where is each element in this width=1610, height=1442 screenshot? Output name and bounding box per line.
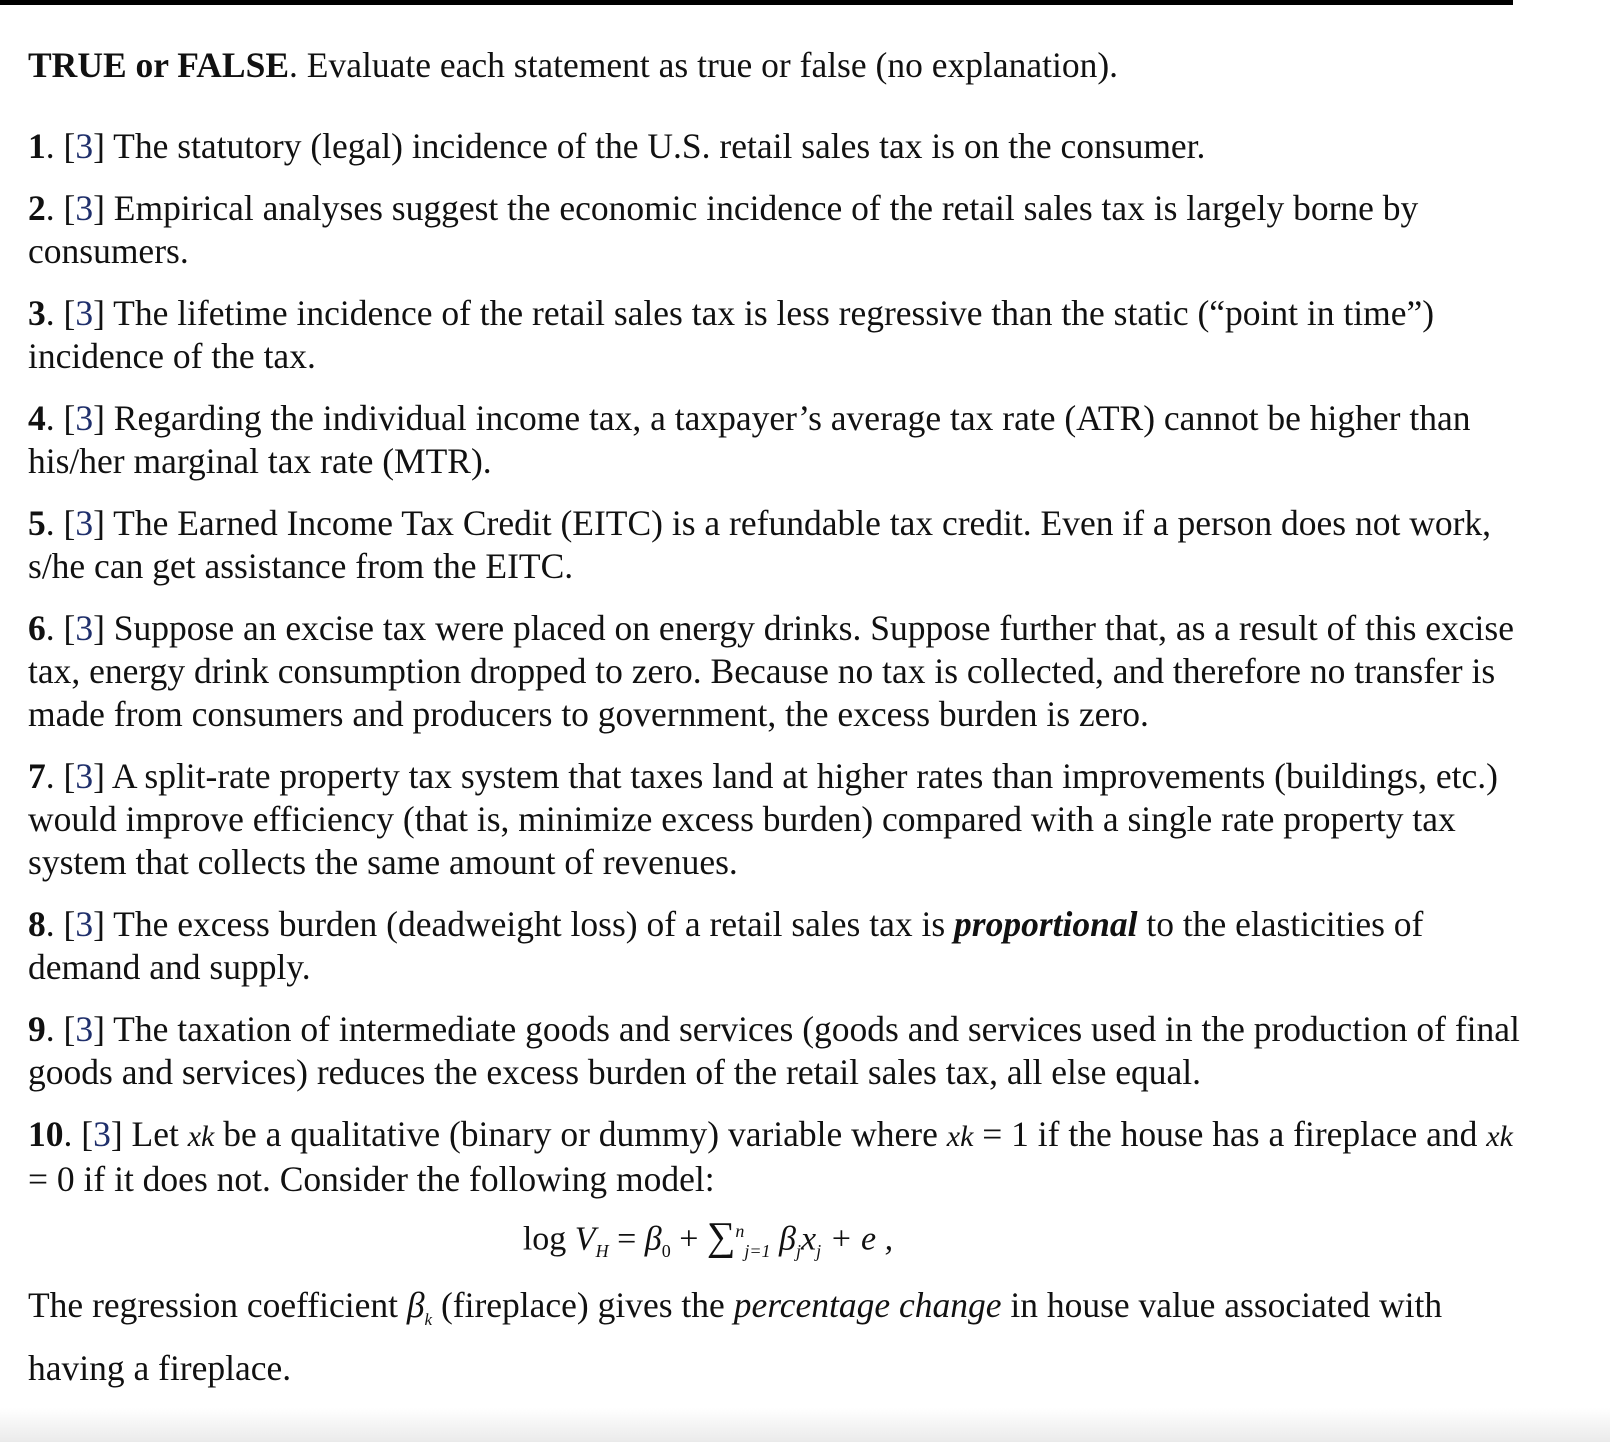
variable-xk: xk — [946, 1120, 974, 1153]
variable-xk: xk — [187, 1120, 215, 1153]
formula-h: H — [595, 1241, 609, 1262]
formula-plus: + — [670, 1220, 707, 1258]
sigma-icon: ∑ — [706, 1213, 736, 1259]
question-number: 4 — [28, 398, 46, 438]
points: 3 — [75, 188, 94, 228]
question-text: Empirical analyses suggest the economic incidence of the retail sales tax is largely borne by consumers. — [28, 188, 1419, 271]
instructions-heading — [28, 44, 1528, 87]
points: 3 — [75, 756, 94, 796]
question-7: 7. [3] A split-rate property tax system that taxes land at higher rates than improvements (buildings, etc.) would improve efficiency (that is, minimize excess burden) compared with a single rate property tax system that collects the same amount of revenues. — [28, 756, 1498, 882]
formula-equals: = — [608, 1220, 645, 1258]
question-9: 9. [3] The taxation of intermediate goods and services (goods and services used in the production of final goods and services) reduces the excess burden of the retail sales tax, all else equal. — [28, 1009, 1520, 1092]
question-number: 8 — [28, 904, 46, 944]
question-text: Regarding the individual income tax, a taxpayer’s average tax rate (ATR) cannot be higher than his/her marginal tax rate (MTR). — [28, 398, 1471, 481]
points: 3 — [75, 503, 94, 543]
question-number: 2 — [28, 188, 46, 228]
question-10-conclusion — [28, 1281, 1528, 1392]
beta-subscript: k — [424, 1310, 433, 1330]
question-text: A split-rate property tax system that taxes land at higher rates than improvements (buildings, etc.) would improve efficiency (that is, minimize excess burden) compared with a single rate property tax system that collects the same amount of revenues. — [28, 756, 1498, 882]
question-text: The statutory (legal) incidence of the U.S. retail sales tax is on the consumer. — [113, 126, 1206, 166]
question-4: 4. [3] Regarding the individual income tax, a taxpayer’s average tax rate (ATR) cannot be higher than his/her marginal tax rate (MTR). — [28, 398, 1471, 481]
formula-log: log — [522, 1220, 567, 1258]
question-number: 6 — [28, 608, 46, 648]
formula-j: j — [816, 1241, 822, 1262]
points: 3 — [93, 1114, 111, 1154]
points: 3 — [75, 608, 94, 648]
heading-bold: TRUE or FALSE — [28, 45, 290, 85]
question-text: Let — [122, 1114, 188, 1154]
formula-tail: + e , — [821, 1220, 894, 1258]
points: 3 — [75, 1009, 94, 1049]
question-text: The excess burden (deadweight loss) of a retail sales tax is — [113, 904, 955, 944]
question-number: 7 — [28, 756, 46, 796]
heading-rest: . Evaluate each statement as true or false (no explanation). — [289, 45, 1119, 85]
question-text: = 1 if the house has a fireplace and — [973, 1114, 1487, 1154]
points: 3 — [75, 398, 94, 438]
points: 3 — [75, 904, 94, 944]
question-10: 10. [3] Let xk be a qualitative (binary or dummy) variable where xk = 1 if the house has a fireplace and xk = 0 if it does not. Consider the following model: — [28, 1114, 1513, 1199]
formula-j: j — [795, 1241, 801, 1262]
formula-beta: β — [644, 1220, 662, 1258]
bottom-shadow — [0, 1408, 1610, 1442]
formula-zero: 0 — [661, 1241, 671, 1262]
question-text: The taxation of intermediate goods and services (goods and services used in the production of final goods and services) reduces the excess burden of the retail sales tax, all else equal. — [28, 1009, 1520, 1092]
formula-j1: j=1 — [744, 1241, 771, 1262]
conclusion-text: (fireplace) gives the — [432, 1285, 734, 1326]
top-rule — [0, 0, 1513, 5]
beta-symbol: β — [406, 1285, 425, 1326]
question-text-end: to the elasticities of demand and supply. — [28, 904, 1424, 987]
question-5: 5. [3] The Earned Income Tax Credit (EITC) is a refundable tax credit. Even if a person does not work, s/he can get assistance from the EITC. — [28, 503, 1492, 586]
question-8: 8. [3] The excess burden (deadweight loss) of a retail sales tax is proportional to the elasticities of demand and supply. — [28, 904, 1424, 987]
question-text: The lifetime incidence of the retail sales tax is less regressive than the static (“point in time”) incidence of the tax. — [28, 293, 1435, 376]
regression-formula — [28, 1209, 1528, 1273]
question-3: 3. [3] The lifetime incidence of the retail sales tax is less regressive than the static (“point in time”) incidence of the tax. — [28, 293, 1435, 376]
formula-n: n — [735, 1221, 745, 1241]
formula-beta-j: β — [779, 1220, 796, 1258]
question-text: be a qualitative (binary or dummy) variable where — [214, 1114, 947, 1154]
question-text: = 0 if it does not. Consider the following model: — [28, 1159, 715, 1199]
question-1: 1. [3] The statutory (legal) incidence of the U.S. retail sales tax is on the consumer. — [28, 126, 1206, 166]
points: 3 — [75, 126, 94, 166]
document-body — [28, 44, 1528, 1392]
variable-xk: xk — [1486, 1120, 1513, 1153]
emphasis-text: percentage change — [733, 1285, 1002, 1326]
emphasis-text: proportional — [954, 904, 1138, 944]
question-number: 5 — [28, 503, 46, 543]
question-number: 9 — [28, 1009, 46, 1049]
question-text: Suppose an excise tax were placed on energy drinks. Suppose further that, as a result of this excise tax, energy drink consumption dropped to zero. Because no tax is collected, and therefore no transfer is made from consumers and producers to government, the excess burden is zero. — [28, 608, 1514, 734]
formula-x: x — [801, 1220, 817, 1258]
conclusion-text: The regression coefficient — [28, 1285, 407, 1326]
formula-v: V — [574, 1220, 596, 1258]
conclusion-text: in house value associated with having a fireplace. — [28, 1285, 1443, 1389]
points: 3 — [75, 293, 94, 333]
question-number: 3 — [28, 293, 46, 333]
question-text: The Earned Income Tax Credit (EITC) is a refundable tax credit. Even if a person does not work, s/he can get assistance from the EITC. — [28, 503, 1492, 586]
question-number: 10 — [28, 1114, 64, 1154]
question-2: 2. [3] Empirical analyses suggest the economic incidence of the retail sales tax is largely borne by consumers. — [28, 188, 1419, 271]
question-6: 6. [3] Suppose an excise tax were placed on energy drinks. Suppose further that, as a result of this excise tax, energy drink consumption dropped to zero. Because no tax is collected, and therefore no transfer is made from consumers and producers to government, the excess burden is zero. — [28, 608, 1514, 734]
question-number: 1 — [28, 126, 46, 166]
